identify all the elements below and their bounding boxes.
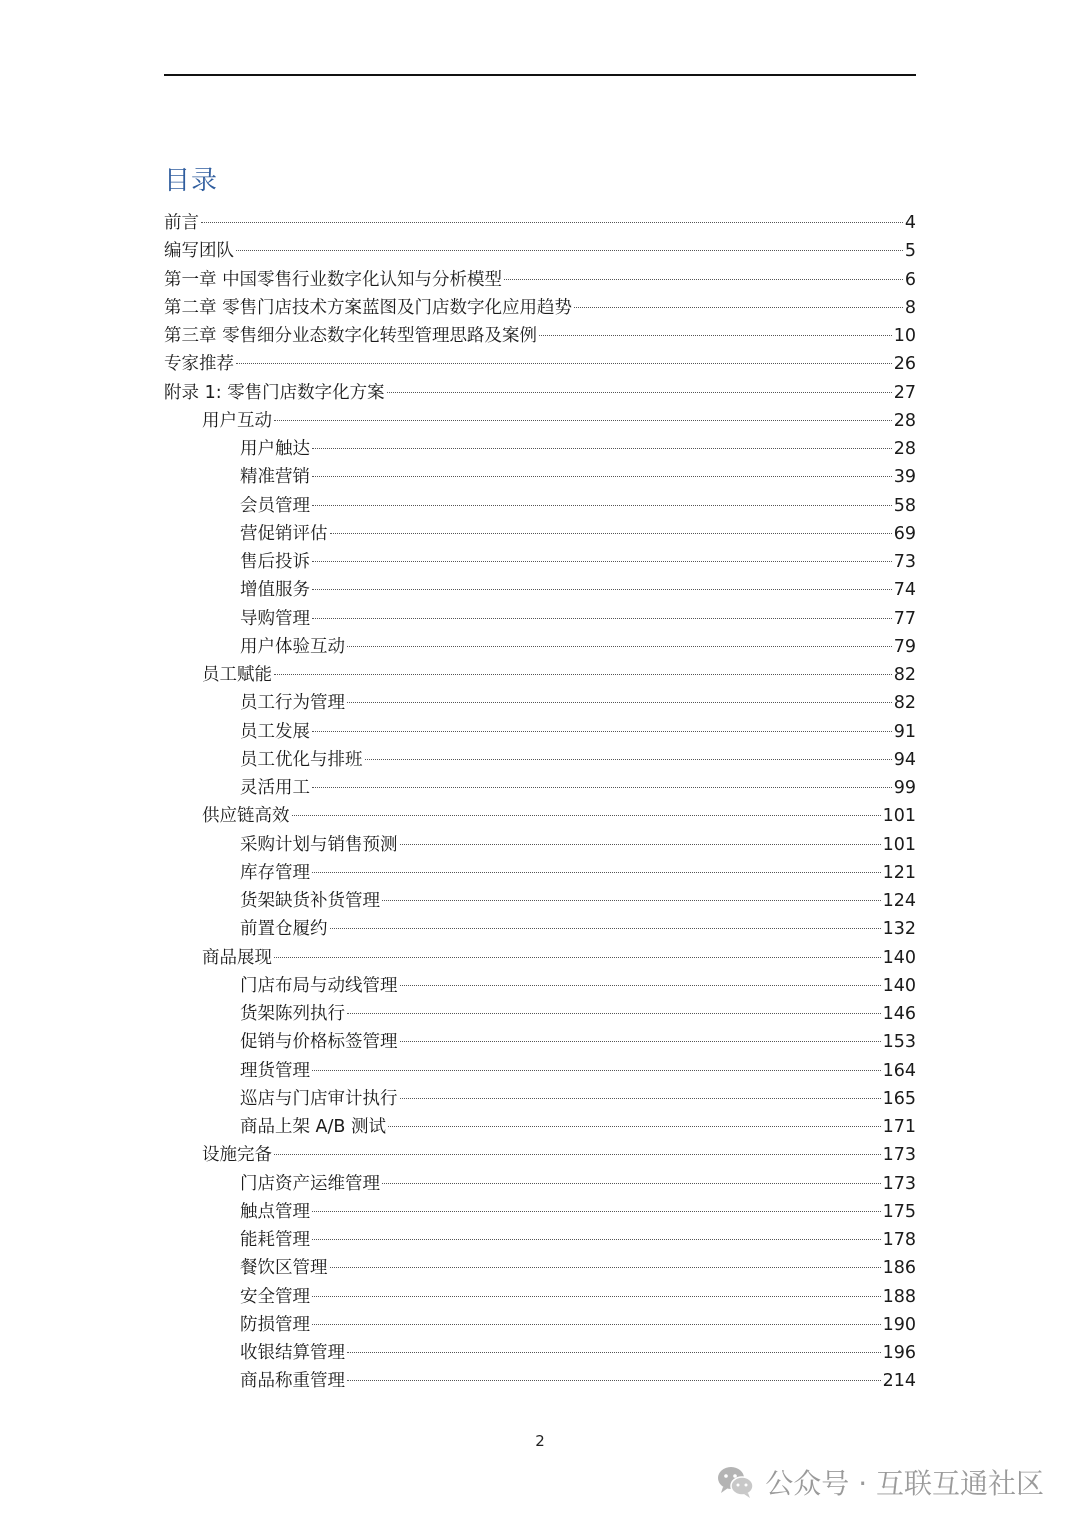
- toc-title: 目录: [164, 166, 219, 196]
- toc-entry-label: 收银结算管理: [240, 1343, 345, 1363]
- toc-entry[interactable]: [164, 435, 916, 463]
- toc-entry-page: 26: [893, 354, 916, 375]
- toc-leader-dots: [292, 815, 881, 816]
- toc-leader-dots: [347, 1013, 881, 1014]
- toc-entry-page: 196: [882, 1343, 916, 1363]
- toc-entry-page: 10: [893, 326, 916, 346]
- wechat-icon: [715, 1464, 755, 1500]
- toc-entry-page: 28: [893, 410, 916, 431]
- toc-entry-label: 导购管理: [240, 608, 310, 629]
- toc-leader-dots: [312, 589, 892, 590]
- toc-entry[interactable]: [164, 661, 916, 689]
- toc-entry-page: 178: [882, 1230, 916, 1250]
- toc-entry-page: 58: [893, 495, 916, 516]
- toc-entry[interactable]: [164, 1254, 916, 1282]
- toc-leader-dots: [274, 1154, 881, 1155]
- toc-entry[interactable]: [164, 1339, 916, 1367]
- toc-entry[interactable]: [164, 774, 916, 802]
- toc-entry-label: 库存管理: [240, 862, 310, 883]
- toc-entry-label: 巡店与门店审计执行: [240, 1088, 398, 1109]
- toc-entry-label: 触点管理: [240, 1201, 310, 1222]
- toc-entry-label: 专家推荐: [164, 354, 234, 375]
- toc-entry[interactable]: [164, 1028, 916, 1056]
- table-of-contents: [164, 209, 916, 1396]
- toc-entry[interactable]: [164, 492, 916, 520]
- toc-entry-page: 39: [893, 467, 916, 488]
- toc-entry-page: 190: [882, 1314, 916, 1335]
- toc-entry[interactable]: [164, 831, 916, 859]
- toc-entry-label: 门店布局与动线管理: [240, 975, 398, 996]
- toc-entry[interactable]: [164, 1367, 916, 1395]
- toc-entry[interactable]: [164, 1283, 916, 1311]
- toc-leader-dots: [347, 646, 892, 647]
- toc-entry-label: 增值服务: [240, 580, 310, 601]
- toc-leader-dots: [312, 1070, 881, 1071]
- toc-entry-page: 101: [882, 806, 916, 827]
- toc-leader-dots: [382, 1183, 881, 1184]
- toc-entry-label: 安全管理: [240, 1286, 310, 1307]
- toc-entry-page: 171: [882, 1117, 916, 1137]
- toc-entry[interactable]: [164, 576, 916, 604]
- toc-leader-dots: [400, 844, 881, 845]
- toc-leader-dots: [312, 1211, 881, 1212]
- toc-leader-dots: [574, 307, 903, 308]
- toc-leader-dots: [347, 1352, 881, 1353]
- toc-entry-label: 用户互动: [202, 410, 272, 431]
- toc-entry[interactable]: [164, 746, 916, 774]
- watermark-text: 公众号 · 互联互通社区: [765, 1467, 1044, 1500]
- toc-entry[interactable]: [164, 915, 916, 943]
- toc-entry-page: 188: [882, 1286, 916, 1307]
- toc-leader-dots: [400, 1098, 881, 1099]
- toc-entry[interactable]: [164, 859, 916, 887]
- watermark: [715, 1462, 1044, 1502]
- toc-entry[interactable]: [164, 718, 916, 746]
- toc-entry-label: 餐饮区管理: [240, 1258, 328, 1279]
- toc-entry-label: 编写团队: [164, 241, 234, 262]
- toc-leader-dots: [347, 1380, 881, 1381]
- toc-entry-label: 供应链高效: [202, 806, 290, 827]
- toc-leader-dots: [330, 928, 881, 929]
- toc-entry-label: 理货管理: [240, 1060, 310, 1081]
- toc-entry[interactable]: [164, 605, 916, 633]
- toc-entry[interactable]: [164, 548, 916, 576]
- toc-entry-label: 商品上架 A/B 测试: [240, 1117, 386, 1137]
- toc-entry-page: 153: [882, 1032, 916, 1053]
- toc-leader-dots: [330, 1267, 881, 1268]
- toc-entry-page: 5: [904, 241, 916, 262]
- toc-leader-dots: [312, 1324, 881, 1325]
- toc-entry[interactable]: [164, 1141, 916, 1169]
- toc-entry[interactable]: [164, 350, 916, 378]
- toc-entry-page: 214: [882, 1371, 916, 1392]
- toc-entry[interactable]: [164, 322, 916, 350]
- toc-entry-page: 91: [893, 721, 916, 742]
- toc-entry-label: 商品展现: [202, 947, 272, 968]
- toc-leader-dots: [201, 222, 903, 223]
- toc-entry-page: 101: [882, 834, 916, 855]
- toc-leader-dots: [347, 702, 892, 703]
- toc-entry-page: 73: [893, 552, 916, 572]
- toc-entry-label: 第三章 零售细分业态数字化转型管理思路及案例: [164, 326, 538, 346]
- toc-entry-page: 6: [904, 269, 916, 290]
- toc-entry-page: 69: [893, 523, 916, 544]
- toc-entry[interactable]: [164, 1000, 916, 1028]
- toc-leader-dots: [236, 363, 892, 364]
- toc-entry-page: 175: [882, 1201, 916, 1222]
- toc-leader-dots: [312, 1296, 881, 1297]
- toc-entry-label: 售后投诉: [240, 552, 310, 572]
- toc-entry[interactable]: [164, 463, 916, 491]
- toc-entry-page: 132: [882, 919, 916, 940]
- toc-entry-page: 164: [882, 1060, 916, 1081]
- toc-leader-dots: [382, 900, 881, 901]
- toc-entry-label: 第二章 零售门店技术方案蓝图及门店数字化应用趋势: [164, 297, 573, 318]
- toc-leader-dots: [365, 759, 892, 760]
- toc-entry-label: 员工发展: [240, 721, 310, 742]
- toc-entry-label: 灵活用工: [240, 778, 310, 798]
- toc-entry-label: 货架缺货补货管理: [240, 891, 380, 911]
- header-rule: [164, 74, 916, 76]
- toc-leader-dots: [312, 1239, 881, 1240]
- toc-leader-dots: [387, 392, 892, 393]
- toc-entry-page: 82: [893, 665, 916, 685]
- toc-leader-dots: [312, 618, 892, 619]
- toc-entry[interactable]: [164, 1085, 916, 1113]
- toc-entry-page: 82: [893, 693, 916, 714]
- toc-entry[interactable]: [164, 689, 916, 717]
- toc-entry-page: 8: [904, 297, 916, 318]
- toc-entry-label: 采购计划与销售预测: [240, 834, 398, 855]
- toc-leader-dots: [504, 279, 903, 280]
- page-number: 2: [535, 1432, 545, 1450]
- toc-entry-page: 74: [893, 580, 916, 601]
- toc-entry-page: 121: [882, 862, 916, 883]
- toc-entry[interactable]: [164, 802, 916, 830]
- toc-entry-label: 员工行为管理: [240, 693, 345, 714]
- toc-entry[interactable]: [164, 944, 916, 972]
- toc-leader-dots: [274, 674, 892, 675]
- toc-entry[interactable]: [164, 633, 916, 661]
- toc-entry-page: 173: [882, 1145, 916, 1166]
- toc-entry-label: 用户触达: [240, 439, 310, 459]
- toc-entry-page: 165: [882, 1088, 916, 1109]
- toc-entry[interactable]: [164, 1226, 916, 1254]
- toc-leader-dots: [312, 872, 881, 873]
- toc-entry-label: 用户体验互动: [240, 636, 345, 657]
- toc-entry-page: 27: [893, 382, 916, 403]
- toc-entry-label: 商品称重管理: [240, 1371, 345, 1392]
- toc-entry-page: 124: [882, 891, 916, 911]
- toc-leader-dots: [312, 505, 892, 506]
- toc-entry[interactable]: [164, 266, 916, 294]
- toc-entry-page: 186: [882, 1258, 916, 1279]
- toc-entry[interactable]: [164, 1170, 916, 1198]
- toc-leader-dots: [400, 985, 881, 986]
- toc-entry-label: 设施完备: [202, 1145, 272, 1166]
- toc-entry[interactable]: [164, 379, 916, 407]
- toc-entry-label: 第一章 中国零售行业数字化认知与分析模型: [164, 269, 503, 290]
- toc-entry-page: 99: [893, 778, 916, 798]
- toc-entry[interactable]: [164, 294, 916, 322]
- toc-entry-label: 营促销评估: [240, 523, 328, 544]
- toc-leader-dots: [312, 476, 892, 477]
- toc-entry-label: 前置仓履约: [240, 919, 328, 940]
- toc-entry-label: 门店资产运维管理: [240, 1173, 380, 1194]
- toc-entry[interactable]: [164, 972, 916, 1000]
- toc-leader-dots: [274, 420, 892, 421]
- toc-leader-dots: [274, 957, 881, 958]
- toc-leader-dots: [539, 335, 892, 336]
- toc-entry-label: 会员管理: [240, 495, 310, 516]
- toc-leader-dots: [312, 787, 892, 788]
- toc-entry[interactable]: [164, 209, 916, 237]
- toc-entry-page: 28: [893, 439, 916, 459]
- toc-entry[interactable]: [164, 1198, 916, 1226]
- toc-entry-page: 173: [882, 1173, 916, 1194]
- toc-leader-dots: [400, 1041, 881, 1042]
- toc-entry[interactable]: [164, 237, 916, 265]
- toc-entry-page: 79: [893, 636, 916, 657]
- toc-entry[interactable]: [164, 887, 916, 915]
- toc-entry-page: 77: [893, 608, 916, 629]
- toc-entry[interactable]: [164, 407, 916, 435]
- toc-entry-label: 附录 1: 零售门店数字化方案: [164, 382, 385, 403]
- toc-entry-page: 94: [893, 749, 916, 770]
- toc-entry[interactable]: [164, 1113, 916, 1141]
- toc-entry-label: 精准营销: [240, 467, 310, 488]
- toc-entry-label: 员工赋能: [202, 665, 272, 685]
- toc-entry[interactable]: [164, 1311, 916, 1339]
- toc-entry-page: 140: [882, 975, 916, 996]
- toc-entry-label: 货架陈列执行: [240, 1004, 345, 1024]
- toc-leader-dots: [312, 448, 892, 449]
- toc-leader-dots: [388, 1126, 881, 1127]
- toc-entry-label: 防损管理: [240, 1314, 310, 1335]
- toc-leader-dots: [312, 731, 892, 732]
- toc-entry-page: 140: [882, 947, 916, 968]
- toc-entry-page: 4: [904, 213, 916, 233]
- toc-entry[interactable]: [164, 1057, 916, 1085]
- toc-entry-label: 前言: [164, 213, 199, 233]
- toc-entry-label: 促销与价格标签管理: [240, 1032, 398, 1053]
- toc-entry-label: 能耗管理: [240, 1230, 310, 1250]
- toc-entry-page: 146: [882, 1004, 916, 1024]
- toc-leader-dots: [236, 250, 903, 251]
- toc-entry[interactable]: [164, 520, 916, 548]
- toc-leader-dots: [312, 561, 892, 562]
- toc-entry-label: 员工优化与排班: [240, 749, 363, 770]
- toc-leader-dots: [330, 533, 892, 534]
